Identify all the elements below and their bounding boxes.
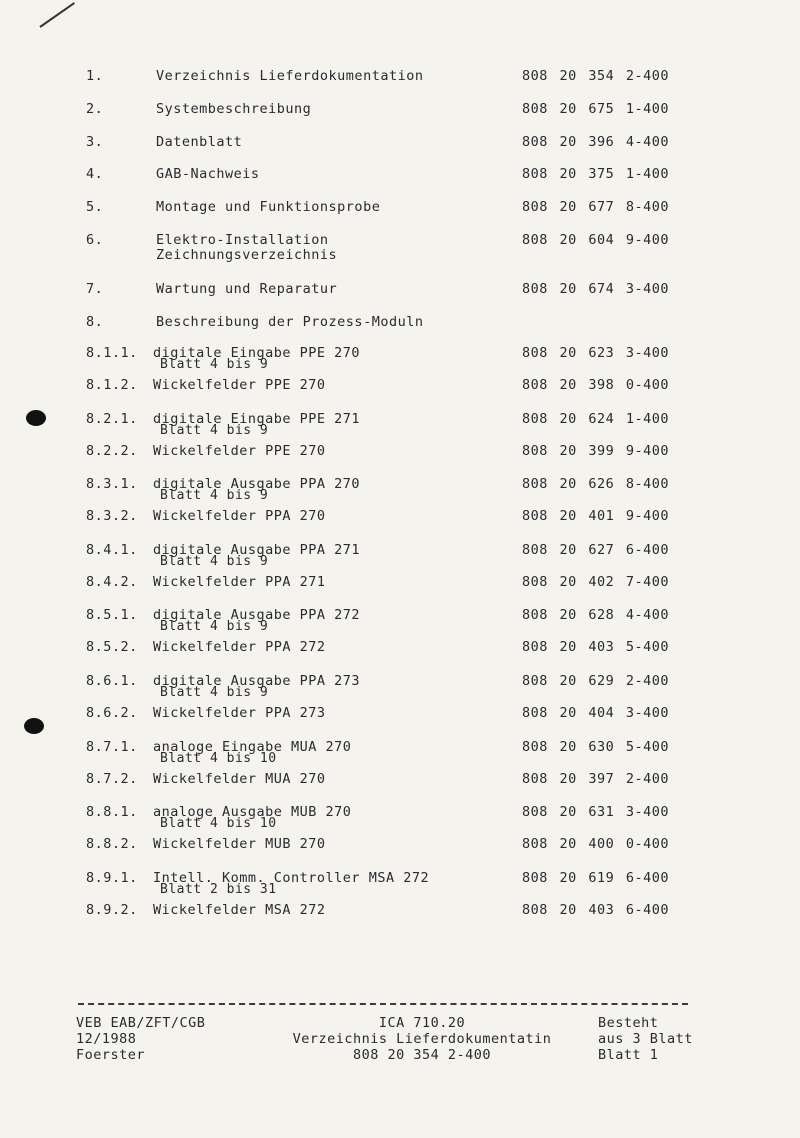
module-sheet-range: Blatt 4 bis 9 [160, 488, 269, 503]
module-number: 8.1.1. [86, 345, 138, 361]
footer-divider [78, 1003, 688, 1005]
entry-number: 6. [86, 232, 104, 248]
footer-origin [76, 1015, 205, 1063]
pen-mark [39, 2, 75, 28]
module-title: Wickelfelder PPE 270 [153, 443, 326, 459]
module-number: 8.3.2. [86, 508, 138, 524]
footer-doc-id: ICA 710.20 [378, 1015, 466, 1031]
module-code: 808 20 624 1-400 [522, 411, 670, 427]
entry-number: 5. [86, 199, 104, 215]
module-code: 808 20 631 3-400 [522, 804, 670, 820]
footer-org: VEB EAB/ZFT/CGB [76, 1015, 206, 1031]
entry-code: 808 20 375 1-400 [522, 166, 670, 182]
entry-title-continued: Zeichnungsverzeichnis [156, 247, 338, 263]
module-code: 808 20 401 9-400 [522, 508, 670, 524]
module-code: 808 20 630 5-400 [522, 739, 670, 755]
entry-code: 808 20 675 1-400 [522, 101, 670, 117]
module-sheet-range: Blatt 4 bis 10 [160, 816, 277, 831]
module-sheet-range: Blatt 4 bis 10 [160, 751, 277, 766]
module-code: 808 20 403 6-400 [522, 902, 670, 918]
module-number: 8.6.2. [86, 705, 138, 721]
module-code: 808 20 400 0-400 [522, 836, 670, 852]
module-sheet-range: Blatt 2 bis 31 [160, 882, 277, 897]
module-title: Wickelfelder PPA 273 [153, 705, 326, 721]
entry-title: Verzeichnis Lieferdokumentation [156, 68, 424, 84]
module-title: analoge Ausgabe MUB 270 [153, 804, 352, 820]
module-code: 808 20 399 9-400 [522, 443, 670, 459]
punch-hole-top [26, 410, 46, 426]
module-number: 8.7.2. [86, 771, 138, 787]
entry-title: GAB-Nachweis [156, 166, 260, 182]
module-sheet-range: Blatt 4 bis 9 [160, 619, 269, 634]
module-code: 808 20 629 2-400 [522, 673, 670, 689]
module-code: 808 20 404 3-400 [522, 705, 670, 721]
entry-code: 808 20 604 9-400 [522, 232, 670, 248]
module-title: Wickelfelder PPA 270 [153, 508, 326, 524]
module-title: digitale Ausgabe PPA 271 [153, 542, 361, 558]
entry-number: 2. [86, 101, 104, 117]
entry-number: 1. [86, 68, 104, 84]
module-code: 808 20 402 7-400 [522, 574, 670, 590]
entry-code: 808 20 674 3-400 [522, 281, 670, 297]
module-number: 8.5.2. [86, 639, 138, 655]
module-title: digitale Eingabe PPE 270 [153, 345, 361, 361]
module-code: 808 20 403 5-400 [522, 639, 670, 655]
module-title: Wickelfelder MUB 270 [153, 836, 326, 852]
module-sheet-range: Blatt 4 bis 9 [160, 423, 269, 438]
entry-code: 808 20 396 4-400 [522, 134, 670, 150]
module-number: 8.8.1. [86, 804, 138, 820]
module-title: Intell. Komm. Controller MSA 272 [153, 870, 430, 886]
module-code: 808 20 626 8-400 [522, 476, 670, 492]
footer-sheets-total: Besteht [598, 1015, 659, 1031]
module-number: 8.7.1. [86, 739, 138, 755]
module-code: 808 20 628 4-400 [522, 607, 670, 623]
module-number: 8.4.1. [86, 542, 138, 558]
entry-number: 7. [86, 281, 104, 297]
footer-document [262, 1015, 582, 1063]
module-number: 8.1.2. [86, 377, 138, 393]
module-code: 808 20 397 2-400 [522, 771, 670, 787]
entry-title: Beschreibung der Prozess-Moduln [156, 314, 424, 330]
module-number: 8.2.1. [86, 411, 138, 427]
entry-title: Wartung und Reparatur [156, 281, 338, 297]
entry-number: 4. [86, 166, 104, 182]
footer-sheets [598, 1015, 693, 1063]
module-number: 8.9.1. [86, 870, 138, 886]
module-sheet-range: Blatt 4 bis 9 [160, 357, 269, 372]
footer-doc-code: 808 20 354 2-400 [352, 1047, 492, 1063]
module-title: Wickelfelder MUA 270 [153, 771, 326, 787]
entry-number: 3. [86, 134, 104, 150]
module-number: 8.5.1. [86, 607, 138, 623]
entry-title: Datenblatt [156, 134, 243, 150]
entry-title: Montage und Funktionsprobe [156, 199, 381, 215]
module-title: Wickelfelder MSA 272 [153, 902, 326, 918]
module-number: 8.2.2. [86, 443, 138, 459]
module-title: Wickelfelder PPE 270 [153, 377, 326, 393]
module-title: Wickelfelder PPA 271 [153, 574, 326, 590]
module-number: 8.4.2. [86, 574, 138, 590]
footer-sheets-total-count: aus 3 Blatt [598, 1031, 693, 1047]
entry-number: 8. [86, 314, 104, 330]
entry-title: Elektro-Installation [156, 232, 329, 248]
module-title: digitale Eingabe PPE 271 [153, 411, 361, 427]
footer-doc-title: Verzeichnis Lieferdokumentatin [292, 1031, 552, 1047]
module-sheet-range: Blatt 4 bis 9 [160, 554, 269, 569]
punch-hole-bottom [24, 718, 44, 734]
footer-sheet-number: Blatt 1 [598, 1047, 659, 1063]
footer-author: Foerster [76, 1047, 146, 1063]
module-title: digitale Ausgabe PPA 273 [153, 673, 361, 689]
module-title: analoge Eingabe MUA 270 [153, 739, 352, 755]
module-number: 8.6.1. [86, 673, 138, 689]
footer-date: 12/1988 [76, 1031, 137, 1047]
module-title: digitale Ausgabe PPA 270 [153, 476, 361, 492]
module-code: 808 20 623 3-400 [522, 345, 670, 361]
module-code: 808 20 619 6-400 [522, 870, 670, 886]
entry-code: 808 20 677 8-400 [522, 199, 670, 215]
module-title: Wickelfelder PPA 272 [153, 639, 326, 655]
module-title: digitale Ausgabe PPA 272 [153, 607, 361, 623]
module-number: 8.9.2. [86, 902, 138, 918]
module-code: 808 20 627 6-400 [522, 542, 670, 558]
entry-title: Systembeschreibung [156, 101, 312, 117]
module-code: 808 20 398 0-400 [522, 377, 670, 393]
module-number: 8.3.1. [86, 476, 138, 492]
entry-code: 808 20 354 2-400 [522, 68, 670, 84]
module-number: 8.8.2. [86, 836, 138, 852]
module-sheet-range: Blatt 4 bis 9 [160, 685, 269, 700]
